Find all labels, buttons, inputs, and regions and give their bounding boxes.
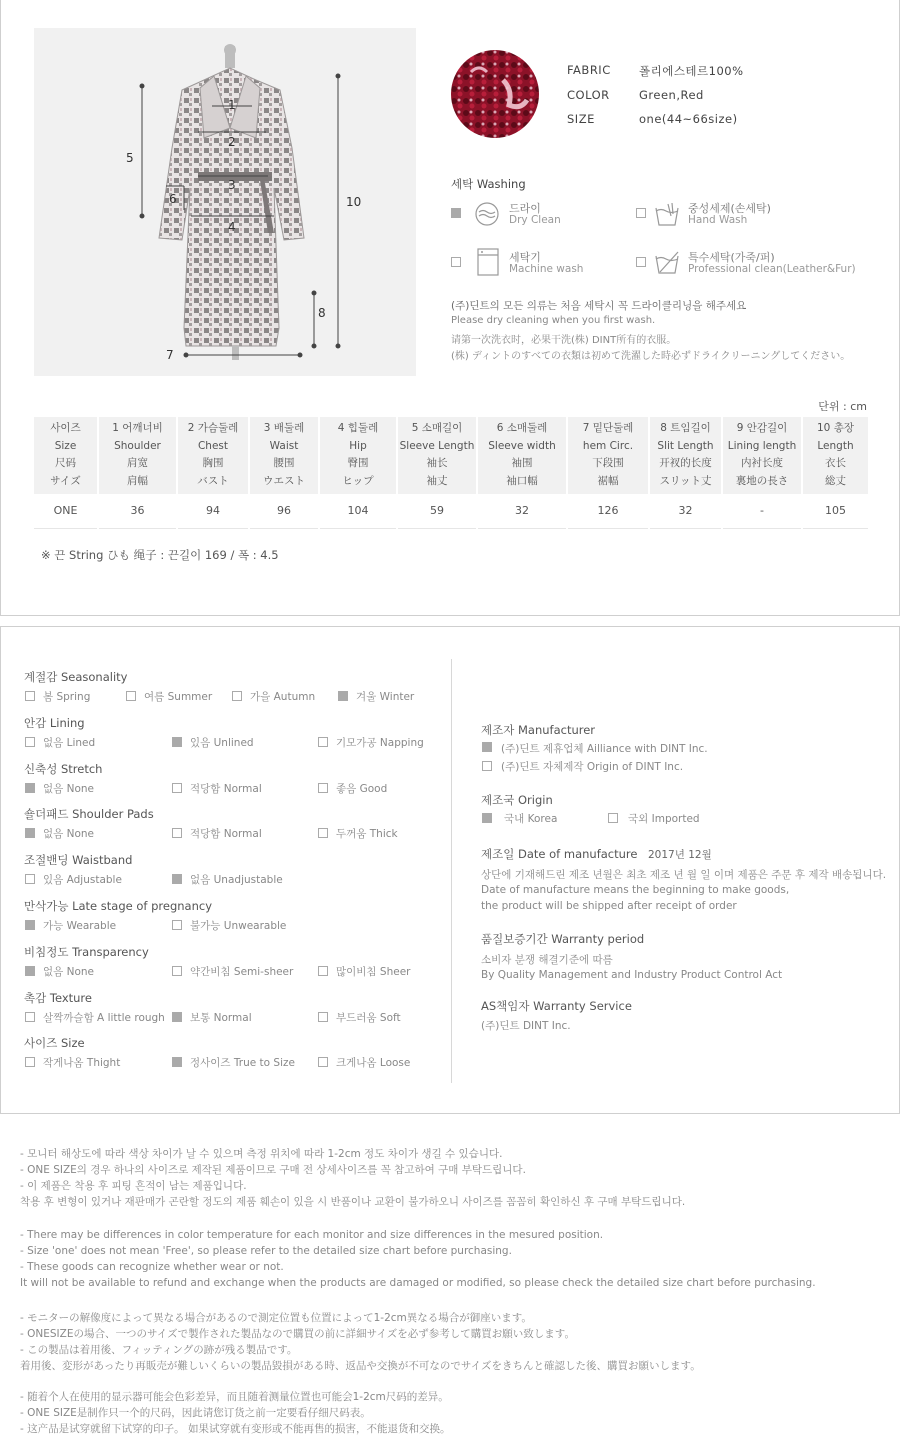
size-table-header-text: 総丈 <box>825 474 846 487</box>
measure-label-5: 5 <box>126 151 134 165</box>
checkbox-hand-wash <box>636 208 646 218</box>
size-table-header-6 <box>477 417 567 494</box>
size-table-header-text: バスト <box>197 474 229 487</box>
product-attributes-section <box>0 626 900 1114</box>
size-table-header-1 <box>98 417 177 494</box>
size-table-header-9 <box>722 417 802 494</box>
attribute-option: 없음 None <box>43 783 95 795</box>
attribute-checkbox <box>25 874 35 884</box>
size-table-cell-6: 32 <box>477 494 567 528</box>
size-table-header-text: 裏地の長さ <box>735 474 789 487</box>
fabric-swatch-image <box>451 50 539 138</box>
size-table-header-text: 1 어깨너비 <box>112 422 163 434</box>
measure-label-4: 4 <box>228 220 236 234</box>
size-table-header-text: 臀围 <box>347 457 369 469</box>
footer-note-line: - These goods can recognize whether wear or not. <box>20 1261 284 1273</box>
footer-note-line: - Size 'one' does not mean 'Free', so please refer to the detailed size chart before purchasing. <box>20 1245 512 1257</box>
manufacture-date-line-3: the product will be shipped after receipt of order <box>481 900 737 912</box>
footer-note-line: - ONE SIZE의 경우 하나의 사이즈로 제작된 제품이므로 구매 전 상세사이즈를 꼭 참고하여 구매 부탁드립니다. <box>20 1164 526 1176</box>
measure-label-1: 1 <box>228 98 236 112</box>
attribute-option: 크게나옴 Loose <box>336 1057 411 1069</box>
size-table-header-row <box>34 417 868 494</box>
measure-label-7: 7 <box>166 348 174 362</box>
size-table-cell-10: 105 <box>802 494 868 528</box>
attribute-option: 작게나옴 Thight <box>43 1057 121 1069</box>
size-table-header-text: 7 밑단둘레 <box>582 422 634 434</box>
size-table-header-text: 肩宽 <box>127 457 148 469</box>
size-table-header-text: Waist <box>269 439 299 452</box>
wash-machine-wash-ko: 세탁기 <box>509 251 541 264</box>
attribute-checkbox <box>25 783 35 793</box>
size-table-cell-3: 96 <box>249 494 319 528</box>
attribute-checkbox <box>25 1012 35 1022</box>
size-table-header-text: Shoulder <box>114 439 161 452</box>
machine-wash-icon <box>475 247 501 277</box>
size-table-header-text: 袖长 <box>426 457 448 469</box>
size-table-header-text: 5 소매길이 <box>411 422 463 434</box>
footer-note-line: 着用後、変形があったり再販売が難しいくらいの製品毀損がある時、返品や交換が不可なのでサイズをきちんと確認した後、購買お願いします。 <box>20 1360 701 1372</box>
wash-note-ko: (주)딘트의 모든 의류는 처음 세탁시 꼭 드라이클리닝을 해주세요 <box>451 300 747 312</box>
measure-label-2: 2 <box>228 135 236 149</box>
footer-note-line: - 这产品是试穿就留下试穿的印子。 如果试穿就有变形或不能再售的损害，不能退货和交换。 <box>20 1423 451 1435</box>
spec-value-size: one(44~66size) <box>639 112 738 126</box>
size-table-header-text: Chest <box>197 439 229 452</box>
manufacturer-title: 제조자 Manufacturer <box>481 723 596 737</box>
checkbox-origin-imported <box>608 813 618 823</box>
attribute-option: 없음 Lined <box>43 737 96 749</box>
attribute-title: 사이즈 Size <box>24 1036 85 1050</box>
size-table-header-text: スリット丈 <box>659 474 712 487</box>
as-service-title: AS책임자 Warranty Service <box>481 999 632 1013</box>
attribute-option: 불가능 Unwearable <box>190 920 287 932</box>
attribute-title: 촉감 Texture <box>24 991 92 1005</box>
attribute-title: 안감 Lining <box>24 716 85 730</box>
attribute-title: 만삭가능 Late stage of pregnancy <box>24 899 213 913</box>
manufacturer-origin: (주)딘트 자체제작 Origin of DINT Inc. <box>501 761 684 773</box>
attribute-title: 신축성 Stretch <box>24 762 103 776</box>
attribute-checkbox <box>318 1012 328 1022</box>
attribute-checkbox <box>25 737 35 747</box>
attribute-title: 숄더패드 Shoulder Pads <box>24 807 154 821</box>
size-table-header-text: ヒップ <box>342 474 374 487</box>
size-table-cell-7: 126 <box>567 494 649 528</box>
hand-wash-icon <box>653 200 681 228</box>
attribute-checkbox <box>338 691 348 701</box>
footer-note-line: - この製品は着用後、フィッティングの跡が残る製品です。 <box>20 1344 298 1356</box>
attribute-option: 좋음 Good <box>336 783 388 795</box>
manufacture-date-title: 제조일 Date of manufacture <box>481 847 638 861</box>
origin-imported: 국외 Imported <box>628 813 700 825</box>
attribute-option: 기모가공 Napping <box>336 737 424 749</box>
size-table-cell-4: 104 <box>319 494 397 528</box>
spec-label-size: SIZE <box>567 112 595 126</box>
attribute-checkbox <box>172 1012 182 1022</box>
footer-note-line: - 이 제품은 착용 후 피팅 흔적이 남는 제품입니다. <box>20 1180 247 1192</box>
size-table-header-text: 10 총장 <box>817 422 854 434</box>
attribute-option: 보통 Normal <box>190 1012 252 1024</box>
size-table-cell-2: 94 <box>177 494 249 528</box>
professional-clean-icon <box>653 248 681 276</box>
measure-label-8: 8 <box>318 306 326 320</box>
attribute-checkbox <box>318 966 328 976</box>
size-table-header-text: 下段围 <box>592 457 624 469</box>
size-table-header-text: hem Circ. <box>582 439 634 452</box>
wash-dry-clean-en: Dry Clean <box>509 214 561 226</box>
spec-label-fabric: FABRIC <box>567 63 611 77</box>
attribute-checkbox <box>172 1057 182 1067</box>
size-table-header-text: Sleeve Length <box>399 439 475 452</box>
size-table-header-10 <box>802 417 868 494</box>
size-table-header-text: 胸围 <box>202 457 224 469</box>
manufacture-date-line-1: 상단에 기재해드린 제조 년월은 최초 제조 년 월 일 이며 제품은 주문 후 제작 배송됩니다. <box>481 869 887 881</box>
manufacture-date-value: 2017년 12월 <box>648 849 712 861</box>
checkbox-origin-korea <box>482 813 492 823</box>
measure-label-10: 10 <box>346 195 362 209</box>
size-table-cell-5: 59 <box>397 494 477 528</box>
attribute-option: 가을 Autumn <box>250 691 316 703</box>
size-table-header-text: 肩幅 <box>127 474 148 487</box>
section-divider <box>451 659 452 1083</box>
string-note: ※ 끈 String ひも 绳子 : 끈길이 169 / 폭 : 4.5 <box>41 548 279 562</box>
attribute-option: 두꺼움 Thick <box>336 828 398 840</box>
spec-value-fabric: 폴리에스테르100% <box>639 64 744 78</box>
attribute-option: 가능 Wearable <box>43 920 117 932</box>
manufacture-date-line-2: Date of manufacture means the beginning to make goods, <box>481 884 790 896</box>
wash-professional-en: Professional clean(Leather&Fur) <box>688 263 856 275</box>
measure-label-3: 3 <box>228 178 236 192</box>
size-table-header-text: 内衬长度 <box>741 457 783 469</box>
attribute-option: 적당함 Normal <box>190 828 262 840</box>
attribute-checkbox <box>172 737 182 747</box>
checkbox-professional-clean <box>636 257 646 267</box>
wash-note-en: Please dry cleaning when you first wash. <box>451 315 656 326</box>
origin-korea: 국내 Korea <box>504 813 558 825</box>
attribute-checkbox <box>318 737 328 747</box>
size-table-cell-8: 32 <box>649 494 722 528</box>
attribute-option: 적당함 Normal <box>190 783 262 795</box>
attribute-title: 비침정도 Transparency <box>24 945 149 959</box>
coat-measurement-diagram <box>34 28 416 376</box>
wash-note-cn: 请第一次洗衣时，必果干洗(株) DINT所有的衣服。 <box>451 335 677 346</box>
footer-note-line: It will not be available to refund and exchange when the products are damaged or modified, so please check the detailed size chart before purchasing. <box>20 1277 816 1289</box>
size-table-header-text: 4 힙둘레 <box>337 422 379 434</box>
attribute-checkbox <box>172 874 182 884</box>
size-table-header-0 <box>34 417 98 494</box>
warranty-period-title: 품질보증기간 Warranty period <box>481 932 645 946</box>
size-table-header-text: 衣长 <box>825 457 846 469</box>
footer-note-line: - There may be differences in color temperature for each monitor and size differences in the mesured position. <box>20 1229 604 1241</box>
wash-hand-wash-ko: 중성세제(손세탁) <box>688 202 771 215</box>
checkbox-machine-wash <box>451 257 461 267</box>
attribute-option: 있음 Unlined <box>190 737 254 749</box>
checkbox-dry-clean <box>451 208 461 218</box>
footer-note-line: - ONE SIZE是制作只一个的尺码，因此请您订货之前一定要看仔细尺码表。 <box>20 1407 371 1419</box>
manufacturer-alliance: (주)딘트 제휴업체 Ailliance with DINT Inc. <box>501 743 708 755</box>
attribute-checkbox <box>172 783 182 793</box>
footer-note-line: - 모니터 해상도에 따라 색상 차이가 날 수 있으며 측정 위치에 따라 1-2cm 정도 차이가 생길 수 있습니다. <box>20 1148 503 1160</box>
attribute-option: 없음 None <box>43 966 95 978</box>
washing-title: 세탁 Washing <box>451 177 526 191</box>
size-table-header-text: 3 배둘레 <box>263 422 305 434</box>
wash-note-jp: (株) ディントのすべての衣類は初めて洗濯した時必ずドライクリーニングしてください。 <box>451 351 851 362</box>
attribute-option: 약간비침 Semi-sheer <box>190 966 294 978</box>
wash-machine-wash-en: Machine wash <box>509 263 584 275</box>
size-table-header-text: Size <box>54 439 77 452</box>
size-table-header-text: 사이즈 <box>50 422 81 434</box>
attribute-option: 겨울 Winter <box>356 691 415 703</box>
checkbox-manufacturer-alliance <box>482 742 492 752</box>
footer-note-line: - ONESIZEの場合、一つのサイズで製作された製品なので購買の前に詳細サイズを必ず参考して購買お願い致します。 <box>20 1328 575 1340</box>
origin-title: 제조국 Origin <box>481 793 553 807</box>
measure-label-6: 6 <box>169 192 177 206</box>
size-table-header-text: 尺码 <box>55 457 76 469</box>
size-table-header-text: Slit Length <box>657 439 714 452</box>
warranty-period-line-1: 소비자 분쟁 해결기준에 따름 <box>481 954 613 966</box>
size-table-header-8 <box>649 417 722 494</box>
attribute-option: 정사이즈 True to Size <box>190 1057 295 1069</box>
as-service-value: (주)딘트 DINT Inc. <box>481 1020 571 1032</box>
checkbox-manufacturer-origin <box>482 761 492 771</box>
attribute-checkbox <box>318 828 328 838</box>
spec-value-color: Green,Red <box>639 88 704 102</box>
warranty-period-line-2: By Quality Management and Industry Product Control Act <box>481 969 783 981</box>
attribute-checkbox <box>172 920 182 930</box>
attribute-title: 조절밴딩 Waistband <box>24 853 133 867</box>
size-table-header-2 <box>177 417 249 494</box>
attribute-checkbox <box>126 691 136 701</box>
attribute-checkbox <box>172 828 182 838</box>
attribute-checkbox <box>25 966 35 976</box>
size-table <box>34 417 868 529</box>
size-table-header-text: Length <box>817 439 854 452</box>
size-unit: 단위 : cm <box>818 400 867 413</box>
size-table-header-text: 裾幅 <box>597 474 619 487</box>
size-table-header-text: 袖口幅 <box>506 474 538 487</box>
size-table-header-text: 袖丈 <box>426 474 448 487</box>
dry-clean-icon <box>473 200 501 228</box>
size-table-header-text: Sleeve width <box>488 439 556 452</box>
attribute-checkbox <box>172 966 182 976</box>
size-table-header-text: 8 트임길이 <box>660 422 711 434</box>
spec-label-color: COLOR <box>567 88 610 102</box>
size-table-header-text: 腰围 <box>273 457 295 469</box>
size-table-cell-0: ONE <box>34 494 98 528</box>
wash-hand-wash-en: Hand Wash <box>688 214 748 226</box>
wash-dry-clean-ko: 드라이 <box>509 202 541 215</box>
size-table-header-5 <box>397 417 477 494</box>
attribute-option: 부드러움 Soft <box>336 1012 401 1024</box>
attribute-option: 없음 Unadjustable <box>190 874 283 886</box>
attribute-checkbox <box>318 1057 328 1067</box>
attribute-option: 없음 None <box>43 828 95 840</box>
footer-note-line: - 随着个人在使用的显示器可能会色彩差异，而且随着测量位置也可能会1-2cm尺码的差异。 <box>20 1391 449 1403</box>
size-table-header-3 <box>249 417 319 494</box>
attribute-checkbox <box>25 1057 35 1067</box>
size-table-cell-9: - <box>722 494 802 528</box>
size-table-row <box>34 494 868 528</box>
attribute-option: 살짝까슬함 A little rough <box>43 1012 165 1024</box>
size-table-header-text: Hip <box>349 439 367 452</box>
size-table-header-text: 2 가슴둘레 <box>187 422 239 434</box>
attribute-option: 있음 Adjustable <box>43 874 122 886</box>
attribute-title: 계절감 Seasonality <box>24 670 128 684</box>
wash-professional-ko: 특수세탁(가죽/퍼) <box>688 251 775 264</box>
size-table-header-text: 开衩的长度 <box>659 457 712 469</box>
size-table-header-text: サイズ <box>50 474 81 487</box>
size-table-header-text: 6 소매둘레 <box>496 422 548 434</box>
size-table-header-text: Lining length <box>727 439 797 452</box>
attribute-option: 여름 Summer <box>144 691 213 703</box>
size-table-header-text: 9 안감길이 <box>736 422 788 434</box>
size-table-header-text: ウエスト <box>263 474 305 487</box>
footer-note-line: - モニターの解像度によって異なる場合があるので測定位置も位置によって1-2cm異なる場合が御座います。 <box>20 1312 532 1324</box>
size-table-header-text: 袖围 <box>511 457 533 469</box>
attribute-checkbox <box>25 920 35 930</box>
footer-note-line: 착용 후 변형이 있거나 재판매가 곤란할 정도의 제품 훼손이 있을 시 반품이나 교환이 불가하오니 사이즈를 꼼꼼히 확인하신 후 구매 부탁드립니다. <box>20 1196 686 1208</box>
attribute-checkbox <box>318 783 328 793</box>
attribute-option: 봄 Spring <box>43 691 91 703</box>
product-info-section <box>0 0 900 616</box>
size-table-cell-1: 36 <box>98 494 177 528</box>
attribute-checkbox <box>232 691 242 701</box>
size-table-header-4 <box>319 417 397 494</box>
attribute-checkbox <box>25 691 35 701</box>
size-table-header-7 <box>567 417 649 494</box>
attribute-option: 많이비침 Sheer <box>336 966 411 978</box>
attribute-checkbox <box>25 828 35 838</box>
